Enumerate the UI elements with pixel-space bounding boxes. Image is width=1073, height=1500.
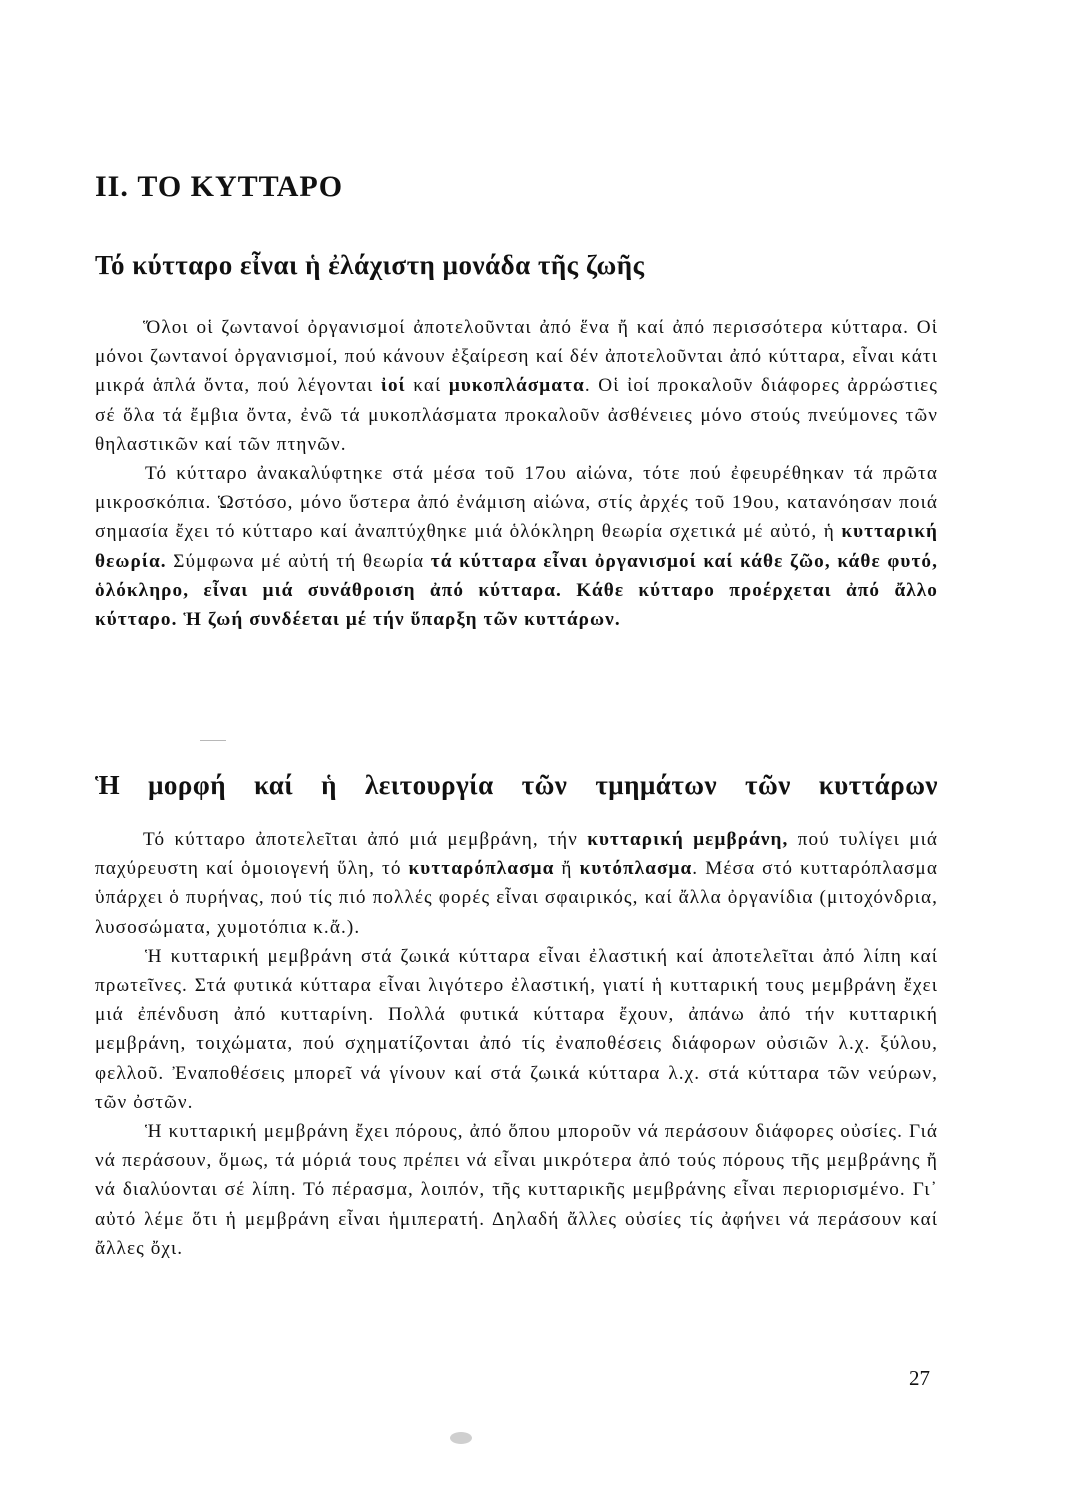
paragraph (95, 825, 938, 942)
text-run: καί (405, 375, 449, 397)
text-run: . Μέσα στό κυτταρόπλασμα ὑπάρχει ὁ πυρήνας, πού τίς πιό πολλές φορές εἶναι σφαιρικός, καί ἄλλα ὀργανίδια (μιτοχόνδρια, λυσοσώματα, χυμοτόπια κ.ἄ.). (95, 858, 938, 938)
text-run: Τό κύτταρο ἀνακαλύφτηκε στά μέσα τοῦ 17ου αἰώνα, τότε πού ἐφευρέθηκαν τά πρῶτα μικροσκόπια. Ὡστόσο, μόνο ὕστερα ἀπό ἐνάμιση αἰώνα, στίς ἀρχές τοῦ 19ου, κατανόησαν ποιά σημασία ἔχει τό κύτταρο καί ἀναπτύχθηκε μιά ὁλόκληρη θεωρία σχετικά μέ αὐτό, ἡ (95, 463, 938, 543)
section-title-cell-unit: Τό κύτταρο εἶναι ἡ ἐλάχιστη μονάδα τῆς ζωῆς (95, 250, 645, 280)
chapter-title: II. ΤΟ ΚΥΤΤΑΡΟ (95, 170, 344, 203)
text-run: Ἡ κυτταρική μεμβράνη ἔχει πόρους, ἀπό ὅπου μποροῦν νά περάσουν διάφορες οὐσίες. Γιά νά περάσουν, ὅμως, τά μόριά τους πρέπει νά εἶναι μικρότερα ἀπό τούς πόρους τῆς μεμβράνης ἤ νά διαλύονται σέ λίπη. Τό πέρασμα, λοιπόν, τῆς κυτταρικῆς μεμβράνης εἶναι περιορισμένο. Γι᾽ αὐτό λέμε ὅτι ἡ μεμβράνη εἶναι ἡμιπερατή. Δηλαδή ἄλλες οὐσίες τίς ἀφήνει νά περάσουν καί ἄλλες ὄχι. (95, 1121, 938, 1259)
text-run: Ἡ κυτταρική μεμβράνη στά ζωικά κύτταρα εἶναι ἐλαστική καί ἀποτελεῖται ἀπό λίπη καί πρωτεῖνες. Στά φυτικά κύτταρα εἶναι λιγότερο ἐλαστική, γιατί ἡ κυτταρική τους μεμβράνη ἔχει μιά ἐπένδυση ἀπό κυτταρίνη. Πολλά φυτικά κύτταρα ἔχουν, ἀπάνω ἀπό τήν κυτταρική μεμβράνη, τοιχώματα, πού σχηματίζονται ἀπό τίς ἐναποθέσεις διάφορων οὐσιῶν λ.χ. ξύλου, φελλοῦ. Ἐναποθέσεις μπορεῖ νά γίνουν καί στά ζωικά κύτταρα λ.χ. στά κύτταρα τῶν νεύρων, τῶν ὀστῶν. (95, 945, 938, 1113)
paragraph (95, 459, 938, 634)
bold-term: κυτταρική θεωρία. (95, 521, 938, 572)
paragraph (95, 313, 938, 459)
section-title-cell-parts: Ἡ μορφή καί ἡ λειτουργία τῶν τμημάτων τῶν κυττάρων (95, 770, 938, 800)
section-body-cell-unit (95, 313, 938, 634)
paragraph (95, 942, 938, 1117)
text-run: πού τυλίγει μιά παχύρευστη καί ὁμοιογενή ὕλη, τό (95, 829, 939, 880)
text-run: Τό κύτταρο ἀποτελεῖται ἀπό μιά μεμβράνη, τήν (143, 829, 588, 850)
text-run: Σύμφωνα μέ αὐτή τή θεωρία (166, 550, 431, 572)
text-run: ἤ (554, 858, 580, 880)
bold-term: ἰοί (380, 375, 406, 397)
section-body-cell-parts (95, 825, 938, 1263)
bold-term: κυτταρική μεμβράνη, (587, 829, 789, 850)
divider-mark (200, 740, 226, 741)
bold-term: μυκοπλάσματα (448, 375, 585, 397)
bold-term: κυτταρόπλασμα (408, 858, 555, 880)
text-run: . Οἱ ἰοί προκαλοῦν διάφορες ἀρρώστιες σέ ὅλα τά ἔμβια ὄντα, ἐνῶ τά μυκοπλάσματα προκαλοῦν ἀσθένειες μόνο στούς πνεύμονες τῶν θηλαστικῶν καί τῶν πτηνῶν. (95, 375, 938, 455)
bold-term: τά κύτταρα εἶναι ὀργανισμοί καί κάθε ζῶο, κάθε φυτό, ὁλόκληρο, εἶναι μιά συνάθροιση ἀπό κύτταρα. Κάθε κύτταρο προέρχεται ἀπό ἄλλο κύτταρο. Ἡ ζωή συνδέεται μέ τήν ὕπαρξη τῶν κυττάρων. (95, 550, 939, 631)
paragraph (95, 1117, 938, 1263)
bold-term: κυτόπλασμα (579, 858, 693, 880)
page-number: 27 (909, 1366, 930, 1390)
text-run: Ὅλοι οἱ ζωντανοί ὀργανισμοί ἀποτελοῦνται ἀπό ἕνα ἤ καί ἀπό περισσότερα κύτταρα. Οἱ μόνοι ζωντανοί ὀργανισμοί, πού κάνουν ἐξαίρεση καί δέν ἀποτελοῦνται ἀπό κύτταρα, εἶναι κάτι μικρά ἁπλά ὄντα, πού λέγονται (95, 317, 938, 397)
print-smudge (450, 1432, 472, 1444)
